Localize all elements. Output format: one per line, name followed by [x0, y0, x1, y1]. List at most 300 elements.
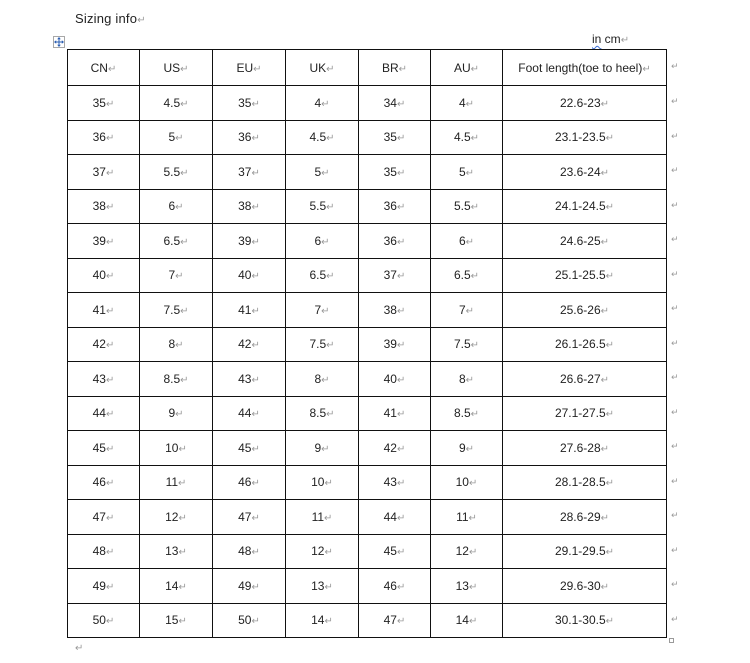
cell-value: 29.6-30 [559, 578, 601, 593]
cell-value: 8 [458, 371, 466, 386]
cell-value: 43 [238, 371, 252, 386]
table-row [68, 258, 667, 293]
cell-uk [286, 396, 359, 431]
cell-value: 44 [92, 406, 106, 421]
cell-cn [68, 327, 140, 362]
document-title [75, 11, 146, 27]
cell-uk [286, 293, 359, 328]
cell-end-mark-icon: ↵ [251, 547, 260, 559]
cell-foot-length [503, 534, 667, 569]
cell-end-mark-icon: ↵ [251, 133, 260, 145]
cell-us [140, 362, 213, 397]
cell-value: 4.5 [309, 130, 327, 145]
cell-value: 6.5 [163, 233, 181, 248]
cell-br [359, 224, 431, 259]
cell-value: 47 [92, 509, 106, 524]
cell-us [140, 431, 213, 466]
cell-end-mark-icon: ↵ [105, 547, 115, 559]
cell-us [140, 327, 213, 362]
cell-uk [286, 120, 359, 155]
cell-value: 36 [92, 130, 106, 145]
cell-end-mark-icon: ↵ [396, 167, 406, 179]
cell-value: 8.5 [453, 406, 471, 421]
cell-au [431, 155, 503, 190]
cell-end-mark-icon: ↵ [396, 305, 406, 317]
cell-us [140, 396, 213, 431]
cell-end-mark-icon: ↵ [175, 340, 184, 352]
four-way-arrow-icon [54, 37, 64, 47]
cell-uk [286, 86, 359, 121]
cell-cn [68, 431, 140, 466]
cell-end-mark-icon: ↵ [468, 512, 477, 524]
cell-br [359, 155, 431, 190]
cell-end-mark-icon: ↵ [396, 236, 406, 248]
cell-value: 39 [92, 233, 106, 248]
cell-end-mark-icon: ↵ [600, 581, 610, 593]
cell-value: 22.6-23 [559, 95, 601, 110]
row-end-mark-icon: ↵ [671, 303, 679, 314]
row-end-mark-icon: ↵ [671, 130, 679, 141]
cell-value: 36 [238, 130, 252, 145]
cell-foot-length [503, 293, 667, 328]
cell-value: 26.1-26.5 [554, 337, 606, 352]
cell-value: 44 [383, 509, 397, 524]
cell-end-mark-icon: ↵ [324, 478, 333, 490]
cell-cn [68, 293, 140, 328]
cell-us [140, 120, 213, 155]
cell-end-mark-icon: ↵ [321, 236, 330, 248]
cell-end-mark-icon: ↵ [396, 581, 406, 593]
cell-br [359, 431, 431, 466]
cell-cn [68, 569, 140, 604]
cell-us [140, 258, 213, 293]
cell-value: 36 [383, 233, 397, 248]
cell-value: 35 [238, 95, 252, 110]
cell-foot-length [503, 224, 667, 259]
cell-value: 27.6-28 [559, 440, 601, 455]
cell-end-mark-icon: ↵ [251, 409, 260, 421]
cell-end-mark-icon: ↵ [324, 616, 333, 628]
cell-cn [68, 603, 140, 638]
cell-end-mark-icon: ↵ [251, 478, 260, 490]
unit-note-prefix: in [592, 32, 602, 46]
cell-end-mark-icon: ↵ [605, 547, 615, 559]
unit-note-suffix: cm [601, 32, 621, 46]
row-end-mark-icon: ↵ [671, 199, 679, 210]
cell-eu [213, 120, 286, 155]
cell-eu [213, 465, 286, 500]
table-row [68, 431, 667, 466]
cell-cn [68, 86, 140, 121]
row-end-mark-icon: ↵ [671, 268, 679, 279]
cell-end-mark-icon: ↵ [251, 581, 260, 593]
table-row [68, 327, 667, 362]
cell-end-mark-icon: ↵ [396, 409, 406, 421]
cell-end-mark-icon: ↵ [605, 271, 615, 283]
cell-end-mark-icon: ↵ [600, 512, 610, 524]
table-move-handle[interactable] [53, 36, 65, 48]
cell-foot-length [503, 500, 667, 535]
cell-value: 13 [455, 578, 469, 593]
cell-end-mark-icon: ↵ [396, 374, 406, 386]
row-end-mark-icon: ↵ [671, 61, 679, 71]
cell-value: 37 [238, 164, 252, 179]
header-uk [286, 50, 359, 86]
table-row [68, 569, 667, 604]
row-end-mark-icon: ↵ [671, 544, 679, 555]
cell-eu [213, 431, 286, 466]
cell-value: 12 [311, 544, 325, 559]
header-foot-length [503, 50, 667, 86]
row-end-mark-icon: ↵ [671, 441, 679, 452]
table-row [68, 224, 667, 259]
cell-foot-length [503, 362, 667, 397]
cell-us [140, 189, 213, 224]
cell-value: 14 [165, 578, 179, 593]
cell-value: 14 [311, 613, 325, 628]
cell-value: 47 [383, 613, 397, 628]
cell-value: 13 [311, 578, 325, 593]
row-end-mark-icon: ↵ [671, 165, 679, 176]
cell-value: 7.5 [163, 302, 181, 317]
cell-value: 43 [383, 475, 397, 490]
cell-end-mark-icon: ↵ [105, 271, 115, 283]
cell-br [359, 293, 431, 328]
cell-end-mark-icon: ↵ [396, 547, 406, 559]
cell-br [359, 465, 431, 500]
cell-value: 43 [92, 371, 106, 386]
cell-value: 14 [455, 613, 469, 628]
cell-value: 48 [92, 544, 106, 559]
header-label: BR [381, 60, 399, 75]
cell-end-mark-icon: ↵ [468, 616, 478, 628]
cell-value: 45 [92, 440, 106, 455]
cell-value: 11 [456, 509, 469, 524]
cell-value: 35 [383, 164, 397, 179]
cell-value: 4.5 [163, 95, 181, 110]
cell-au [431, 569, 503, 604]
cell-uk [286, 603, 359, 638]
document-title-text: Sizing info [75, 11, 138, 26]
cell-value: 42 [383, 440, 397, 455]
cell-au [431, 293, 503, 328]
cell-end-mark-icon: ↵ [396, 271, 406, 283]
cell-uk [286, 431, 359, 466]
cell-end-mark-icon: ↵ [396, 98, 406, 110]
cell-end-mark-icon: ↵ [326, 133, 335, 145]
cell-value: 10 [311, 475, 325, 490]
cell-au [431, 396, 503, 431]
cell-end-mark-icon: ↵ [468, 547, 478, 559]
cell-end-mark-icon: ↵ [470, 340, 480, 352]
cell-end-mark-icon: ↵ [321, 98, 330, 110]
cell-us [140, 534, 213, 569]
cell-end-mark-icon: ↵ [600, 167, 610, 179]
cell-end-mark-icon: ↵ [605, 340, 615, 352]
cell-au [431, 465, 503, 500]
cell-au [431, 327, 503, 362]
header-label: UK [309, 60, 327, 75]
cell-end-mark-icon: ↵ [251, 167, 260, 179]
cell-value: 25.6-26 [559, 302, 601, 317]
row-end-mark-icon: ↵ [671, 579, 679, 590]
cell-value: 6 [458, 233, 466, 248]
cell-end-mark-icon: ↵ [605, 133, 615, 145]
cell-end-mark-icon: ↵ [180, 98, 189, 110]
cell-end-mark-icon: ↵ [465, 374, 475, 386]
cell-value: 38 [238, 199, 252, 214]
table-row [68, 293, 667, 328]
cell-end-mark-icon: ↵ [605, 202, 615, 214]
cell-value: 8 [168, 337, 176, 352]
cell-br [359, 120, 431, 155]
cell-value: 6.5 [309, 268, 327, 283]
row-end-mark-icon: ↵ [671, 510, 679, 521]
cell-foot-length [503, 189, 667, 224]
cell-uk [286, 500, 359, 535]
cell-value: 50 [238, 613, 252, 628]
cell-end-mark-icon: ↵ [600, 443, 610, 455]
cell-end-mark-icon: ↵ [326, 271, 335, 283]
cell-value: 37 [383, 268, 397, 283]
cell-end-mark-icon: ↵ [105, 340, 115, 352]
header-cn [68, 50, 140, 86]
cell-br [359, 327, 431, 362]
cell-end-mark-icon: ↵ [178, 443, 187, 455]
cell-us [140, 293, 213, 328]
cell-value: 6.5 [453, 268, 471, 283]
cell-value: 39 [238, 233, 252, 248]
cell-value: 27.1-27.5 [554, 406, 606, 421]
cell-value: 15 [165, 613, 179, 628]
header-au [431, 50, 503, 86]
table-row [68, 534, 667, 569]
cell-end-mark-icon: ↵ [105, 374, 115, 386]
table-row [68, 603, 667, 638]
cell-end-mark-icon: ↵ [175, 133, 184, 145]
cell-end-mark-icon: ↵ [396, 478, 406, 490]
cell-value: 35 [383, 130, 397, 145]
cell-end-mark-icon: ↵ [321, 443, 330, 455]
cell-value: 42 [92, 337, 106, 352]
cell-value: 36 [383, 199, 397, 214]
cell-value: 40 [238, 268, 252, 283]
cell-end-mark-icon: ↵ [465, 167, 475, 179]
cell-end-mark-icon: ↵ [105, 478, 115, 490]
cell-value: 13 [165, 544, 179, 559]
cell-end-mark-icon: ↵ [251, 616, 260, 628]
cell-uk [286, 327, 359, 362]
header-label: Foot length(toe to heel) [518, 60, 643, 75]
cell-end-mark-icon: ↵ [105, 581, 115, 593]
cell-value: 7 [168, 268, 176, 283]
cell-foot-length [503, 431, 667, 466]
cell-au [431, 500, 503, 535]
cell-value: 11 [311, 509, 325, 524]
row-end-mark-icon: ↵ [671, 337, 679, 348]
cell-end-mark-icon: ↵ [465, 443, 475, 455]
cell-value: 23.6-24 [559, 164, 601, 179]
cell-end-mark-icon: ↵ [470, 271, 480, 283]
cell-us [140, 86, 213, 121]
header-us [140, 50, 213, 86]
table-row [68, 396, 667, 431]
cell-value: 9 [314, 440, 322, 455]
cell-value: 35 [92, 95, 106, 110]
cell-br [359, 362, 431, 397]
cell-end-mark-icon: ↵ [180, 374, 189, 386]
cell-value: 4 [314, 95, 322, 110]
cell-value: 4 [458, 95, 466, 110]
cell-br [359, 534, 431, 569]
cell-end-mark-icon: ↵ [180, 236, 189, 248]
cell-cn [68, 189, 140, 224]
cell-au [431, 120, 503, 155]
cell-value: 5 [458, 164, 466, 179]
cell-value: 10 [455, 475, 469, 490]
cell-eu [213, 396, 286, 431]
cell-end-mark-icon: ↵ [321, 167, 330, 179]
cell-value: 41 [383, 406, 397, 421]
cell-end-mark-icon: ↵ [326, 340, 335, 352]
cell-value: 29.1-29.5 [554, 544, 606, 559]
cell-us [140, 465, 213, 500]
cell-value: 8.5 [163, 371, 181, 386]
cell-end-mark-icon: ↵ [251, 202, 260, 214]
cell-value: 48 [238, 544, 252, 559]
cell-value: 5 [168, 130, 176, 145]
cell-end-mark-icon: ↵ [251, 374, 260, 386]
cell-value: 7 [314, 302, 322, 317]
cell-br [359, 500, 431, 535]
cell-eu [213, 569, 286, 604]
cell-end-mark-icon: ↵ [178, 581, 187, 593]
cell-end-mark-icon: ↵ [470, 63, 480, 75]
cell-value: 37 [92, 164, 106, 179]
size-chart-table [67, 49, 667, 638]
cell-end-mark-icon: ↵ [396, 340, 406, 352]
row-end-mark-icon: ↵ [671, 613, 679, 624]
cell-value: 41 [238, 302, 252, 317]
cell-cn [68, 258, 140, 293]
cell-value: 7 [458, 302, 466, 317]
cell-value: 5.5 [309, 199, 327, 214]
cell-end-mark-icon: ↵ [468, 581, 478, 593]
cell-end-mark-icon: ↵ [470, 133, 480, 145]
table-row [68, 500, 667, 535]
cell-value: 25.1-25.5 [554, 268, 606, 283]
cell-end-mark-icon: ↵ [324, 547, 333, 559]
row-end-mark-icon: ↵ [671, 475, 679, 486]
cell-value: 39 [383, 337, 397, 352]
cell-end-mark-icon: ↵ [470, 409, 480, 421]
cell-end-mark-icon: ↵ [321, 305, 330, 317]
cell-value: 6 [314, 233, 322, 248]
cell-eu [213, 258, 286, 293]
cell-br [359, 86, 431, 121]
cell-end-mark-icon: ↵ [105, 409, 115, 421]
cell-foot-length [503, 327, 667, 362]
cell-value: 44 [238, 406, 252, 421]
cell-au [431, 189, 503, 224]
row-end-mark-icon: ↵ [671, 234, 679, 245]
cell-au [431, 534, 503, 569]
cell-eu [213, 189, 286, 224]
cell-us [140, 224, 213, 259]
cell-cn [68, 500, 140, 535]
cell-uk [286, 155, 359, 190]
cell-cn [68, 465, 140, 500]
header-eu [213, 50, 286, 86]
cell-value: 45 [383, 544, 397, 559]
cell-br [359, 603, 431, 638]
table-body [68, 86, 667, 638]
cell-au [431, 431, 503, 466]
cell-foot-length [503, 155, 667, 190]
paragraph-mark-icon: ↵ [137, 15, 146, 26]
cell-end-mark-icon: ↵ [105, 512, 115, 524]
cell-end-mark-icon: ↵ [105, 616, 115, 628]
cell-value: 23.1-23.5 [554, 130, 606, 145]
cell-value: 8.5 [309, 406, 327, 421]
cell-value: 11 [165, 475, 179, 490]
cell-eu [213, 362, 286, 397]
paragraph-mark-icon: ↵ [620, 35, 630, 46]
cell-uk [286, 569, 359, 604]
cell-end-mark-icon: ↵ [600, 236, 610, 248]
cell-us [140, 500, 213, 535]
cell-end-mark-icon: ↵ [180, 63, 189, 75]
cell-foot-length [503, 569, 667, 604]
cell-end-mark-icon: ↵ [251, 512, 260, 524]
cell-end-mark-icon: ↵ [324, 512, 333, 524]
cell-value: 24.6-25 [559, 233, 601, 248]
cell-foot-length [503, 603, 667, 638]
cell-value: 12 [455, 544, 469, 559]
cell-end-mark-icon: ↵ [105, 133, 115, 145]
cell-value: 30.1-30.5 [554, 613, 606, 628]
cell-eu [213, 500, 286, 535]
cell-cn [68, 120, 140, 155]
cell-au [431, 603, 503, 638]
cell-end-mark-icon: ↵ [600, 305, 610, 317]
cell-uk [286, 258, 359, 293]
cell-eu [213, 293, 286, 328]
cell-end-mark-icon: ↵ [178, 616, 187, 628]
cell-au [431, 362, 503, 397]
cell-end-mark-icon: ↵ [105, 98, 115, 110]
table-row [68, 189, 667, 224]
cell-end-mark-icon: ↵ [175, 202, 184, 214]
cell-end-mark-icon: ↵ [175, 271, 184, 283]
cell-end-mark-icon: ↵ [321, 374, 330, 386]
cell-value: 40 [383, 371, 397, 386]
row-end-mark-icon: ↵ [671, 96, 679, 107]
cell-end-mark-icon: ↵ [105, 236, 115, 248]
cell-uk [286, 362, 359, 397]
cell-value: 5.5 [163, 164, 181, 179]
cell-value: 46 [383, 578, 397, 593]
cell-eu [213, 534, 286, 569]
cell-end-mark-icon: ↵ [180, 305, 189, 317]
cell-foot-length [503, 465, 667, 500]
cell-us [140, 155, 213, 190]
cell-end-mark-icon: ↵ [468, 478, 478, 490]
cell-end-mark-icon: ↵ [465, 98, 475, 110]
cell-value: 49 [238, 578, 252, 593]
table-row [68, 155, 667, 190]
cell-end-mark-icon: ↵ [465, 305, 475, 317]
